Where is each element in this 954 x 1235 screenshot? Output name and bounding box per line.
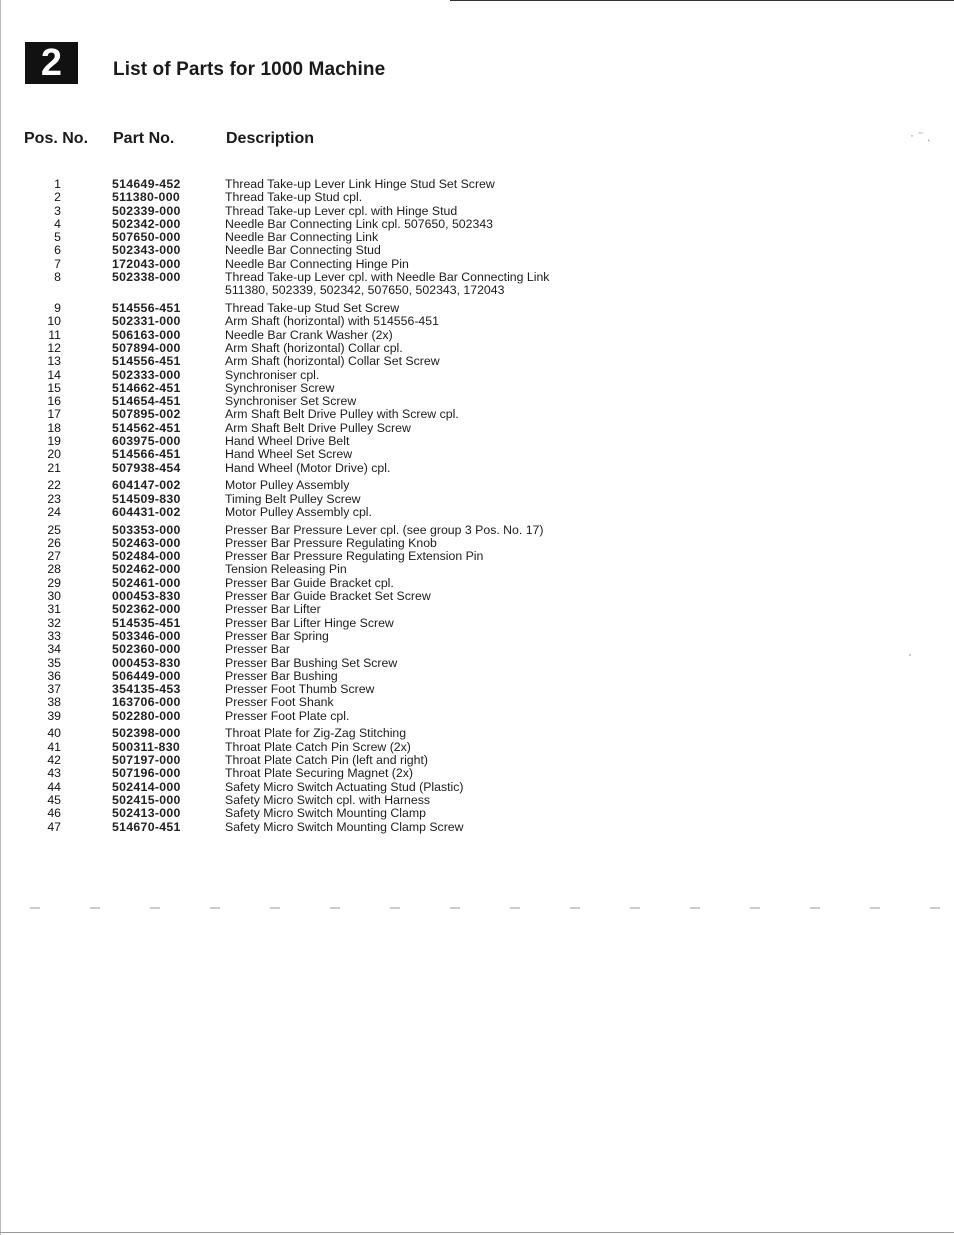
- part-number: 502360-000: [112, 642, 181, 657]
- part-row: [0, 537, 954, 550]
- part-row: [0, 590, 954, 603]
- pos-number: 8: [54, 270, 61, 285]
- part-description: Needle Bar Crank Washer (2x): [225, 327, 393, 342]
- part-description: 511380, 502339, 502342, 507650, 502343, 172043: [225, 283, 505, 298]
- part-number: 503346-000: [112, 628, 181, 643]
- part-number: 507895-002: [112, 407, 181, 422]
- part-row: [0, 643, 954, 656]
- part-description: Needle Bar Connecting Link cpl. 507650, 502343: [225, 216, 493, 231]
- part-number: 502331-000: [112, 314, 181, 329]
- part-row: [0, 244, 954, 257]
- part-description: Safety Micro Switch Mounting Clamp Screw: [225, 819, 464, 834]
- part-number: 507196-000: [112, 766, 181, 781]
- part-number: 000453-830: [112, 655, 181, 670]
- part-row: [0, 657, 954, 670]
- pos-number: 9: [54, 301, 61, 316]
- part-row: [0, 462, 954, 475]
- pos-number: 11: [48, 327, 61, 342]
- part-description: Presser Bar Bushing Set Screw: [225, 655, 398, 670]
- part-row: [0, 329, 954, 342]
- part-number: 506449-000: [112, 668, 181, 683]
- part-row: [0, 630, 954, 643]
- pos-number: 26: [47, 535, 61, 550]
- part-description: Synchroniser Screw: [225, 380, 335, 395]
- scan-dash-line: [30, 907, 950, 909]
- pos-number: 4: [54, 216, 61, 231]
- part-row: [0, 479, 954, 492]
- part-description: Hand Wheel Drive Belt: [225, 434, 350, 449]
- part-row: [0, 727, 954, 740]
- part-row: [0, 577, 954, 590]
- part-row: [0, 563, 954, 576]
- part-row: [0, 369, 954, 382]
- part-description: Arm Shaft (horizontal) Collar Set Screw: [225, 354, 440, 369]
- part-description: Arm Shaft (horizontal) with 514556-451: [225, 314, 439, 329]
- part-row: [0, 683, 954, 696]
- pos-number: 32: [47, 615, 61, 630]
- pos-number: 3: [54, 203, 61, 218]
- part-number: 514509-830: [112, 491, 181, 506]
- part-number: 514562-451: [112, 420, 181, 435]
- pos-number: 46: [47, 806, 61, 821]
- section-number: 2: [40, 42, 63, 84]
- pos-number: 28: [47, 562, 61, 577]
- pos-number: 2: [54, 190, 61, 205]
- part-number: 502461-000: [112, 575, 181, 590]
- part-description: Hand Wheel (Motor Drive) cpl.: [225, 460, 391, 475]
- pos-number: 23: [47, 491, 61, 506]
- part-row: [0, 382, 954, 395]
- part-row: [0, 524, 954, 537]
- page-bottom-rule: [0, 1232, 954, 1233]
- pos-number: 31: [47, 602, 61, 617]
- pos-number: 40: [47, 726, 61, 741]
- part-description: Needle Bar Connecting Link: [225, 230, 379, 245]
- part-row: [0, 794, 954, 807]
- part-description: Timing Belt Pulley Screw: [225, 491, 361, 506]
- part-row: [0, 617, 954, 630]
- part-description: Presser Foot Plate cpl.: [225, 708, 350, 723]
- part-number: 502362-000: [112, 602, 181, 617]
- part-number: 514662-451: [112, 380, 181, 395]
- part-number: 000453-830: [112, 589, 181, 604]
- part-row: [0, 205, 954, 218]
- part-description: Presser Bar Lifter: [225, 602, 321, 617]
- scan-mark: ˊ: [908, 652, 912, 666]
- part-number: 502415-000: [112, 792, 181, 807]
- part-number: 514535-451: [112, 615, 181, 630]
- pos-number: 38: [47, 695, 61, 710]
- part-number: 514649-452: [112, 177, 181, 191]
- part-number: 502413-000: [112, 806, 181, 821]
- part-number: 172043-000: [112, 256, 181, 271]
- part-description: Throat Plate Catch Pin Screw (2x): [225, 739, 411, 754]
- part-description: Presser Bar Bushing: [225, 668, 338, 683]
- part-row: [0, 435, 954, 448]
- part-description: Safety Micro Switch cpl. with Harness: [225, 792, 431, 807]
- pos-number: 42: [47, 753, 61, 768]
- part-number: 604431-002: [112, 504, 181, 519]
- pos-number: 16: [47, 394, 61, 409]
- part-row-continuation: [0, 284, 954, 297]
- pos-number: 34: [47, 642, 61, 657]
- pos-number: 47: [47, 819, 61, 834]
- part-description: Presser Foot Thumb Screw: [225, 682, 375, 697]
- page-top-rule: [450, 0, 954, 1]
- part-row: [0, 422, 954, 435]
- part-description: Presser Bar Guide Bracket Set Screw: [225, 589, 431, 604]
- part-row: [0, 355, 954, 368]
- part-number: 511380-000: [112, 190, 180, 205]
- part-number: 502333-000: [112, 367, 181, 382]
- part-row: [0, 218, 954, 231]
- pos-number: 17: [47, 407, 61, 422]
- part-description: Needle Bar Connecting Stud: [225, 243, 381, 258]
- part-description: Thread Take-up Stud cpl.: [225, 190, 363, 205]
- part-description: Thread Take-up Stud Set Screw: [225, 301, 400, 316]
- part-number: 507938-454: [112, 460, 181, 475]
- part-number: 500311-830: [112, 739, 180, 754]
- part-description: Presser Foot Shank: [225, 695, 334, 710]
- part-description: Motor Pulley Assembly: [225, 478, 350, 493]
- part-description: Synchroniser cpl.: [225, 367, 320, 382]
- part-number: 514556-451: [112, 354, 181, 369]
- part-description: Presser Bar Guide Bracket cpl.: [225, 575, 394, 590]
- part-description: Safety Micro Switch Actuating Stud (Plastic): [225, 779, 464, 794]
- part-row: [0, 603, 954, 616]
- pos-number: 15: [47, 380, 61, 395]
- part-description: Presser Bar Pressure Lever cpl. (see group 3 Pos. No. 17): [225, 522, 544, 537]
- pos-number: 6: [54, 243, 61, 258]
- pos-number: 18: [47, 420, 61, 435]
- part-number: 502338-000: [112, 270, 181, 285]
- pos-number: 36: [47, 668, 61, 683]
- header-part-no: Part No.: [113, 130, 175, 147]
- pos-number: 12: [47, 340, 61, 355]
- pos-number: 13: [47, 354, 61, 369]
- pos-number: 19: [47, 434, 61, 449]
- part-description: Needle Bar Connecting Hinge Pin: [225, 256, 409, 271]
- pos-number: 41: [47, 739, 61, 754]
- part-row: [0, 550, 954, 563]
- part-row: [0, 395, 954, 408]
- part-description: Arm Shaft Belt Drive Pulley Screw: [225, 420, 411, 435]
- part-row: [0, 781, 954, 794]
- part-number: 502342-000: [112, 216, 181, 231]
- part-number: 507650-000: [112, 230, 181, 245]
- part-row: [0, 258, 954, 271]
- pos-number: 35: [47, 655, 61, 670]
- part-number: 514670-451: [112, 819, 181, 834]
- pos-number: 39: [47, 708, 61, 723]
- part-row: [0, 191, 954, 204]
- part-number: 502343-000: [112, 243, 181, 258]
- part-number: 502339-000: [112, 203, 181, 218]
- part-number: 163706-000: [112, 695, 181, 710]
- pos-number: 27: [47, 549, 61, 564]
- pos-number: 43: [47, 766, 61, 781]
- part-number: 604147-002: [112, 478, 181, 493]
- pos-number: 25: [47, 522, 61, 537]
- pos-number: 1: [54, 177, 61, 191]
- header-pos-no: Pos. No.: [24, 130, 89, 147]
- part-description: Throat Plate Catch Pin (left and right): [225, 753, 428, 768]
- section-number-badge: [25, 42, 78, 84]
- part-number: 507894-000: [112, 340, 181, 355]
- part-number: 502463-000: [112, 535, 181, 550]
- part-description: Presser Bar Spring: [225, 628, 329, 643]
- pos-number: 30: [47, 589, 61, 604]
- part-description: Safety Micro Switch Mounting Clamp: [225, 806, 426, 821]
- pos-number: 45: [47, 792, 61, 807]
- part-row: [0, 408, 954, 421]
- pos-number: 29: [47, 575, 61, 590]
- part-description: Arm Shaft Belt Drive Pulley with Screw cpl.: [225, 407, 459, 422]
- part-number: 502280-000: [112, 708, 181, 723]
- part-number: 506163-000: [112, 327, 181, 342]
- part-description: Motor Pulley Assembly cpl.: [225, 504, 372, 519]
- part-number: 603975-000: [112, 434, 181, 449]
- part-description: Presser Bar Pressure Regulating Extension Pin: [225, 549, 484, 564]
- part-description: Presser Bar Pressure Regulating Knob: [225, 535, 437, 550]
- part-number: 354135-453: [112, 682, 181, 697]
- part-row: [0, 767, 954, 780]
- part-row: [0, 493, 954, 506]
- part-description: Tension Releasing Pin: [225, 562, 347, 577]
- part-number: 502398-000: [112, 726, 181, 741]
- part-description: Thread Take-up Lever cpl. with Needle Bar Connecting Link: [225, 270, 550, 285]
- part-number: 514556-451: [112, 301, 181, 316]
- part-description: Synchroniser Set Screw: [225, 394, 357, 409]
- part-description: Arm Shaft (horizontal) Collar cpl.: [225, 340, 403, 355]
- part-row: [0, 178, 954, 191]
- pos-number: 20: [47, 447, 61, 462]
- part-row: [0, 302, 954, 315]
- part-number: 503353-000: [112, 522, 181, 537]
- part-number: 514566-451: [112, 447, 181, 462]
- part-number: 514654-451: [112, 394, 181, 409]
- part-number: 502462-000: [112, 562, 181, 577]
- part-row: [0, 231, 954, 244]
- part-row: [0, 696, 954, 709]
- part-description: Throat Plate for Zig-Zag Stitching: [225, 726, 407, 741]
- part-row: [0, 807, 954, 820]
- scan-mark: · ⁻ ˎ: [910, 128, 931, 142]
- pos-number: 37: [47, 682, 61, 697]
- page-title: List of Parts for 1000 Machine: [113, 59, 386, 80]
- parts-list: [0, 178, 954, 834]
- pos-number: 5: [54, 230, 61, 245]
- part-row: [0, 741, 954, 754]
- pos-number: 10: [47, 314, 61, 329]
- pos-number: 24: [47, 504, 61, 519]
- header-description: Description: [226, 130, 315, 147]
- pos-number: 14: [47, 367, 61, 382]
- part-description: Presser Bar: [225, 642, 290, 657]
- part-description: Presser Bar Lifter Hinge Screw: [225, 615, 394, 630]
- part-row: [0, 315, 954, 328]
- part-description: Throat Plate Securing Magnet (2x): [225, 766, 413, 781]
- part-description: Hand Wheel Set Screw: [225, 447, 353, 462]
- part-row: [0, 271, 954, 284]
- part-number: 502414-000: [112, 779, 181, 794]
- part-description: Thread Take-up Lever cpl. with Hinge Stud: [225, 203, 458, 218]
- pos-number: 22: [47, 478, 61, 493]
- pos-number: 44: [47, 779, 61, 794]
- part-row: [0, 342, 954, 355]
- part-number: 502484-000: [112, 549, 181, 564]
- part-number: 507197-000: [112, 753, 181, 768]
- part-row: [0, 821, 954, 834]
- part-row: [0, 670, 954, 683]
- pos-number: 33: [47, 628, 61, 643]
- part-row: [0, 754, 954, 767]
- part-row: [0, 448, 954, 461]
- part-description: Thread Take-up Lever Link Hinge Stud Set Screw: [225, 177, 495, 191]
- part-row: [0, 506, 954, 519]
- pos-number: 7: [54, 256, 61, 271]
- pos-number: 21: [47, 460, 61, 475]
- part-row: [0, 710, 954, 723]
